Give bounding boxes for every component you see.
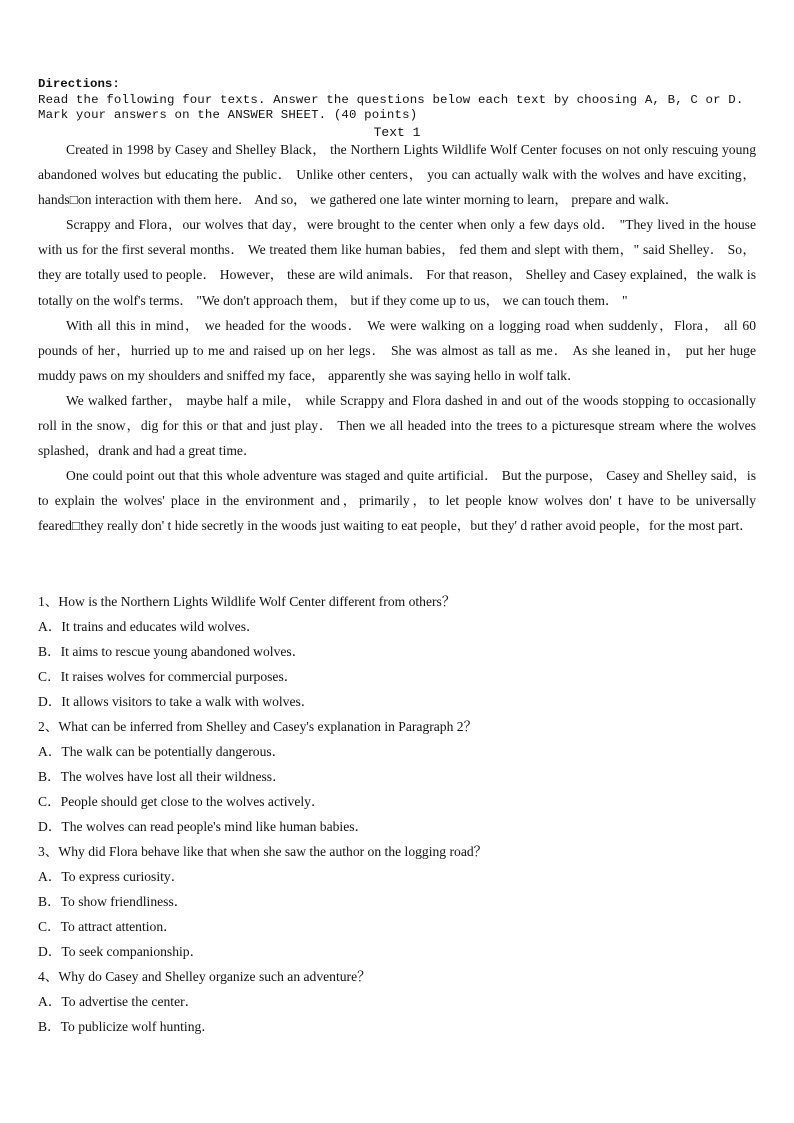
question-list <box>38 589 756 1039</box>
question-stem: 4、Why do Casey and Shelley organize such an adventure？ <box>38 969 371 984</box>
answer-option: A．To express curiosity． <box>38 869 185 884</box>
answer-option: D．It allows visitors to take a walk with wolves． <box>38 694 315 709</box>
answer-option: D．The wolves can read people's mind like human babies． <box>38 819 369 834</box>
answer-option: C．It raises wolves for commercial purposes． <box>38 669 298 684</box>
answer-option: C．To attract attention． <box>38 919 177 934</box>
answer-option: B．The wolves have lost all their wildness． <box>38 769 286 784</box>
answer-option: B．It aims to rescue young abandoned wolves． <box>38 644 306 659</box>
passage-paragraph: We walked farther， maybe half a mile， while Scrappy and Flora dashed in and out of the woods stopping to occasionally roll in the snow，dig for this or that and just play． Then we all headed into the trees to a picturesque stream where the wolves splashed，drank and had a great time． <box>38 392 756 459</box>
passage-paragraph: One could point out that this whole adventure was staged and quite artificial． But the purpose， Casey and Shelley said，is to explain the wolves' place in the environment and，primarily，to let people know wolves don' t have to be universally feared□they really don' t hide secretly in the woods just waiting to eat people，but they' d rather avoid people，for the most part． <box>38 468 756 534</box>
passage-paragraph: With all this in mind， we headed for the woods． We were walking on a logging road when suddenly，Flora， all 60 pounds of her，hurried up to me and raised up on her legs． She was almost as tall as me． As she leaned in， put her huge muddy paws on my shoulders and sniffed my face， apparently she was saying hello in wolf talk． <box>38 317 756 383</box>
passage-paragraph: Created in 1998 by Casey and Shelley Black， the Northern Lights Wildlife Wolf Center focuses on not only rescuing young abandoned wolves but educating the public． Unlike other centers， you can actually walk with the wolves and have exciting， hands□on interaction with them here． And so， we gathered one late winter morning to learn， prepare and walk． <box>38 142 756 208</box>
question-1 <box>38 589 756 714</box>
directions-text: Read the following four texts. Answer the questions below each text by choosing A, B, C or D. Mark your answers on the ANSWER SHEET. (40 points) <box>38 92 744 122</box>
passage-paragraph: Scrappy and Flora，our wolves that day，were brought to the center when only a few days old． "They lived in the house with us for the first several months． We treated them like human babies， fed them and slept with them，" said Shelley． So， they are totally used to people． However， these are wild animals． For that reason， Shelley and Casey explained，the walk is totally on the wolf's terms． "We don't approach them， but if they come up to us， we can touch them． " <box>38 217 756 308</box>
reading-passage <box>38 137 756 539</box>
text-title: Text 1 <box>373 125 421 140</box>
answer-option: D．To seek companionship． <box>38 944 204 959</box>
question-stem: 3、Why did Flora behave like that when she saw the author on the logging road？ <box>38 844 488 859</box>
answer-option: A．It trains and educates wild wolves． <box>38 619 260 634</box>
directions-label: Directions: <box>38 77 120 91</box>
question-stem: 2、What can be inferred from Shelley and Casey's explanation in Paragraph 2？ <box>38 719 478 734</box>
answer-option: A．The walk can be potentially dangerous． <box>38 744 286 759</box>
question-stem: 1、How is the Northern Lights Wildlife Wolf Center different from others？ <box>38 594 456 609</box>
answer-option: A．To advertise the center． <box>38 994 199 1009</box>
question-2 <box>38 714 756 839</box>
answer-option: B．To publicize wolf hunting． <box>38 1019 215 1034</box>
directions-block <box>38 77 758 124</box>
question-4 <box>38 964 756 1039</box>
answer-option: B．To show friendliness． <box>38 894 188 909</box>
answer-option: C．People should get close to the wolves actively． <box>38 794 325 809</box>
question-3 <box>38 839 756 964</box>
